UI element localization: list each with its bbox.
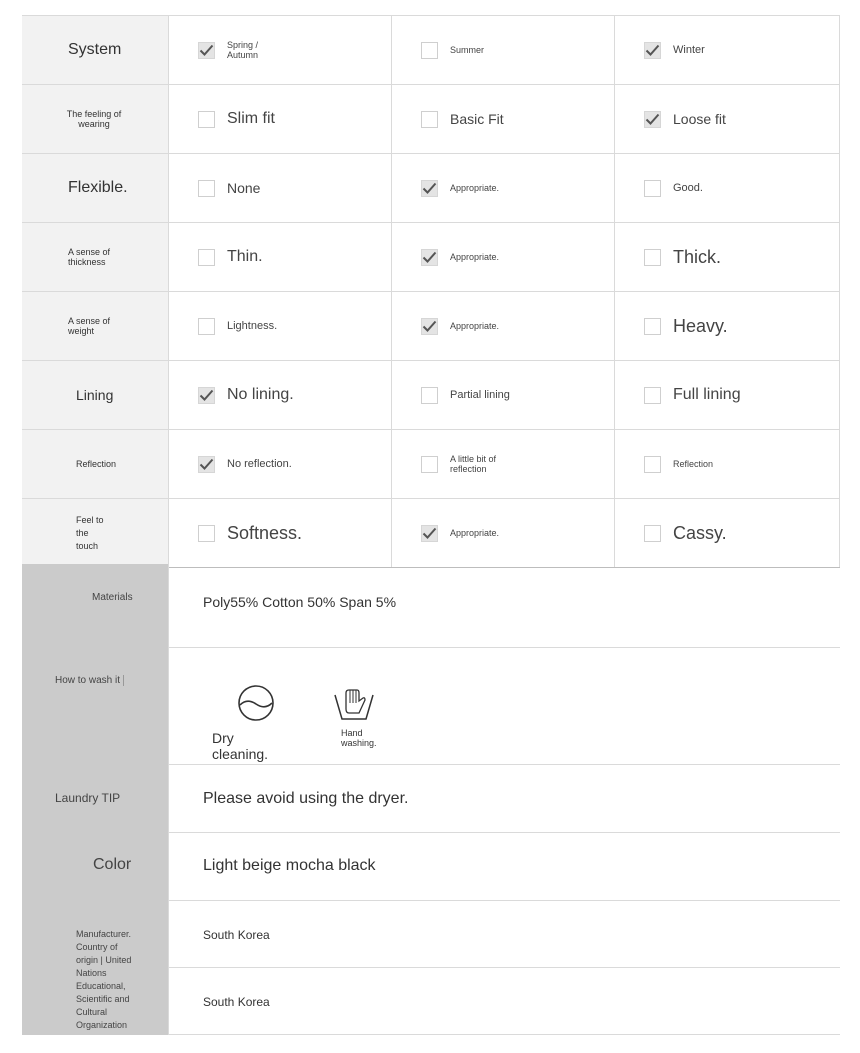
materials-value: Poly55% Cotton 50% Span 5% <box>203 594 397 610</box>
option-cell[interactable] <box>392 85 615 153</box>
check-icon <box>199 458 214 471</box>
checkbox-checked[interactable] <box>421 525 438 542</box>
option-cell[interactable] <box>615 499 840 567</box>
info-label: Laundry TIP <box>22 764 169 832</box>
option-label: Reflection <box>673 459 714 469</box>
checkbox-checked[interactable] <box>644 111 661 128</box>
info-row-materials <box>22 564 840 648</box>
attr-row-touch <box>22 499 840 568</box>
option-cell[interactable] <box>615 154 840 222</box>
manufacturer-value: South Korea <box>203 928 270 942</box>
attr-row-lining <box>22 361 840 430</box>
option-cell[interactable] <box>615 430 840 498</box>
option-label: Loose fit <box>673 111 726 127</box>
option-cell[interactable] <box>169 499 392 567</box>
option-cell[interactable] <box>392 361 615 429</box>
hand-washing-label: Hand washing. <box>341 728 377 748</box>
dry-cleaning-icon <box>236 683 276 728</box>
origin-value: South Korea <box>203 995 270 1009</box>
option-cell[interactable] <box>392 292 615 360</box>
option-label: Basic Fit <box>450 111 504 127</box>
option-cell[interactable] <box>392 223 615 291</box>
option-label: Thin. <box>227 248 263 265</box>
checkbox-unchecked[interactable] <box>198 318 215 335</box>
option-cell[interactable] <box>169 154 392 222</box>
row-divider <box>169 1034 840 1035</box>
attr-row-fit <box>22 85 840 154</box>
checkbox-unchecked[interactable] <box>198 180 215 197</box>
check-icon <box>645 113 660 126</box>
checkbox-checked[interactable] <box>421 180 438 197</box>
info-label: Color <box>22 832 169 900</box>
checkbox-unchecked[interactable] <box>644 318 661 335</box>
info-row-manufacturer <box>22 900 840 1035</box>
option-label: Appropriate. <box>450 528 500 538</box>
checkbox-unchecked[interactable] <box>644 456 661 473</box>
option-label: Appropriate. <box>450 321 500 331</box>
option-cell[interactable] <box>615 292 840 360</box>
check-icon <box>422 251 437 264</box>
info-row-laundry-tip <box>22 764 840 833</box>
info-label: How to wash it <box>22 647 169 764</box>
dry-cleaning-label: Dry cleaning. <box>212 730 269 762</box>
checkbox-unchecked[interactable] <box>421 387 438 404</box>
option-label: Slim fit <box>227 110 275 127</box>
option-label: Summer <box>450 45 485 55</box>
attr-row-system <box>22 16 840 85</box>
attr-row-thickness <box>22 223 840 292</box>
check-icon <box>199 389 214 402</box>
checkbox-unchecked[interactable] <box>198 111 215 128</box>
attr-label: A sense of thickness <box>22 223 169 291</box>
attr-label: Lining <box>22 361 169 429</box>
option-cell[interactable] <box>392 430 615 498</box>
attr-row-flexible <box>22 154 840 223</box>
option-label: Partial lining <box>450 389 510 401</box>
checkbox-checked[interactable] <box>198 42 215 59</box>
option-cell[interactable] <box>169 361 392 429</box>
checkbox-unchecked[interactable] <box>421 456 438 473</box>
attr-row-weight <box>22 292 840 361</box>
hand-washing-icon <box>333 687 375 728</box>
check-icon <box>199 44 214 57</box>
option-label: No reflection. <box>227 458 292 470</box>
option-label: Appropriate. <box>450 252 500 262</box>
option-label: Good. <box>673 182 703 194</box>
checkbox-unchecked[interactable] <box>644 180 661 197</box>
checkbox-unchecked[interactable] <box>421 42 438 59</box>
attr-label: A sense of weight <box>22 292 169 360</box>
option-cell[interactable] <box>169 430 392 498</box>
option-label: Cassy. <box>673 522 727 543</box>
option-cell[interactable] <box>615 223 840 291</box>
laundry-tip-value: Please avoid using the dryer. <box>203 790 409 807</box>
option-label: Spring / Autumn <box>227 40 259 60</box>
option-cell[interactable] <box>169 292 392 360</box>
option-label: Full lining <box>673 386 741 403</box>
option-cell[interactable] <box>169 16 392 84</box>
checkbox-unchecked[interactable] <box>644 525 661 542</box>
option-label: Appropriate. <box>450 183 500 193</box>
attr-label: System <box>22 16 169 84</box>
check-icon <box>422 527 437 540</box>
checkbox-checked[interactable] <box>644 42 661 59</box>
check-icon <box>422 182 437 195</box>
checkbox-unchecked[interactable] <box>198 249 215 266</box>
option-cell[interactable] <box>169 85 392 153</box>
attr-row-reflection <box>22 430 840 499</box>
option-label: Winter <box>673 44 705 56</box>
checkbox-unchecked[interactable] <box>644 249 661 266</box>
option-label: Softness. <box>227 522 303 543</box>
option-label: Thick. <box>673 246 722 267</box>
option-cell[interactable] <box>392 499 615 567</box>
attr-label: Reflection <box>22 430 169 498</box>
attr-label: Flexible. <box>22 154 169 222</box>
check-icon <box>422 320 437 333</box>
product-detail-sheet <box>22 15 840 1053</box>
checkbox-unchecked[interactable] <box>421 111 438 128</box>
row-divider <box>169 967 840 968</box>
option-label: Heavy. <box>673 315 728 336</box>
info-table <box>22 564 840 1036</box>
option-cell[interactable] <box>615 85 840 153</box>
attr-label: Feel to the touch <box>22 499 169 567</box>
info-row-color <box>22 832 840 901</box>
checkbox-unchecked[interactable] <box>644 387 661 404</box>
option-cell[interactable] <box>392 154 615 222</box>
color-value: Light beige mocha black <box>203 857 376 874</box>
checkbox-unchecked[interactable] <box>198 525 215 542</box>
checkbox-checked[interactable] <box>421 318 438 335</box>
check-icon <box>645 44 660 57</box>
option-cell[interactable] <box>615 361 840 429</box>
attr-label: The feeling of wearing <box>22 85 169 153</box>
info-label: Materials <box>22 564 169 647</box>
attribute-table <box>22 15 840 565</box>
option-cell[interactable] <box>615 16 840 84</box>
info-label: Manufacturer. Country of origin | United Nations Educational, Scientific and Cultural Organization <box>22 900 169 1035</box>
checkbox-checked[interactable] <box>198 387 215 404</box>
checkbox-checked[interactable] <box>198 456 215 473</box>
option-label: None <box>227 180 261 196</box>
info-row-wash <box>22 647 840 765</box>
option-cell[interactable] <box>392 16 615 84</box>
option-label: A little bit of reflection <box>450 454 497 474</box>
option-label: Lightness. <box>227 320 278 332</box>
option-cell[interactable] <box>169 223 392 291</box>
checkbox-checked[interactable] <box>421 249 438 266</box>
option-label: No lining. <box>227 386 294 403</box>
